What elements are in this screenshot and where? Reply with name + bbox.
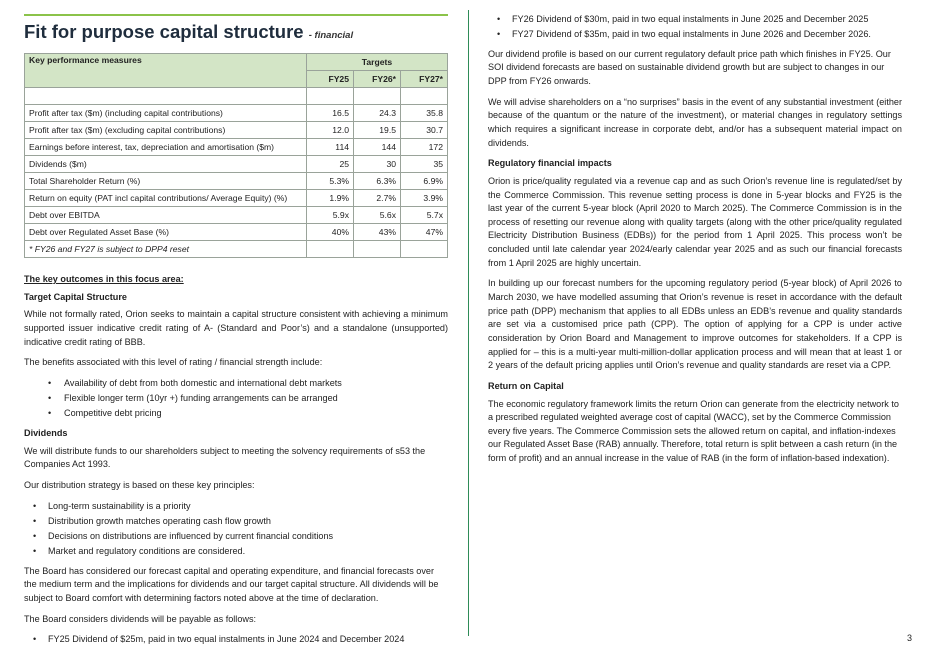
kpi-cell: 144 xyxy=(354,139,401,156)
title-rule xyxy=(24,14,448,16)
kpi-cell: 16.5 xyxy=(307,105,354,122)
outcomes-heading: The key outcomes in this focus area: xyxy=(24,274,184,285)
kpi-cell: 6.9% xyxy=(401,173,448,190)
kpi-footnote: * FY26 and FY27 is subject to DPP4 reset xyxy=(25,241,307,258)
table-row xyxy=(25,156,448,173)
tcs-paragraph: While not formally rated, Orion seeks to maintain a capital structure consistent with achieving a minimum supported issuer indicative credit rating of A- (Standard and Poor’s) and a standalone (unsupported) indicative credit rating of BBB. xyxy=(24,309,448,347)
list-item: • Decisions on distributions are influenced by current financial conditions xyxy=(24,530,448,544)
kpi-cell: 5.7x xyxy=(401,207,448,224)
kpi-row-label: Profit after tax ($m) (including capital contributions) xyxy=(25,105,307,122)
kpi-cell: 5.6x xyxy=(354,207,401,224)
dividends-paragraph: We will distribute funds to our shareholders subject to meeting the solvency requirements of s53 the Companies Act 1993. xyxy=(24,445,426,470)
list-item: • Long-term sustainability is a priority xyxy=(24,500,448,514)
list-item: • Competitive debt pricing xyxy=(24,407,448,421)
kpi-row-label: Debt over Regulated Asset Base (%) xyxy=(25,224,307,241)
kpi-cell: 19.5 xyxy=(354,122,401,139)
table-row xyxy=(25,105,448,122)
regulatory-heading: Regulatory financial impacts xyxy=(488,158,612,169)
kpi-cell: 5.9x xyxy=(307,207,354,224)
payments-list-right xyxy=(488,13,902,42)
kpi-cell: 47% xyxy=(401,224,448,241)
kpi-header-measure: Key performance measures xyxy=(25,54,307,88)
kpi-year-fy26: FY26* xyxy=(354,71,401,88)
tcs-heading: Target Capital Structure xyxy=(24,291,127,302)
kpi-cell: 5.3% xyxy=(307,173,354,190)
payments-list-left xyxy=(24,633,448,647)
column-divider xyxy=(468,10,469,636)
strategy-intro: Our distribution strategy is based on these key principles: xyxy=(24,479,255,490)
table-footnote-row xyxy=(25,241,448,258)
kpi-year-fy25: FY25 xyxy=(307,71,354,88)
kpi-table xyxy=(24,53,448,258)
table-row xyxy=(25,207,448,224)
left-column xyxy=(24,14,448,653)
list-item: • FY27 Dividend of $35m, paid in two equal instalments in June 2026 and December 2026. xyxy=(488,28,902,42)
table-row xyxy=(25,173,448,190)
benefits-list xyxy=(24,377,448,421)
table-row xyxy=(25,224,448,241)
forecast-paragraph: In building up our forecast numbers for the upcoming regulatory period (5-year block) of April 2026 to March 2030, we have modelled assuming that Orion’s revenue is reset in accordance with the default price path (DPP) mechanism that applies to all EDBs unless an EDB’s revenue and quality standards are set via a customised price path (CPP). The option of applying for a CPP is under active consideration by Orion Board and Management to improve outcomes for stakeholders. If a CPP is applied for – this is a multi-year multi-million-dollar application process and will mean that at least 1 or 2 years of the default pricing applies until Orion’s revenue and quality standards are reset via a CPP. xyxy=(488,278,902,371)
kpi-cell: 43% xyxy=(354,224,401,241)
list-item: • FY25 Dividend of $25m, paid in two equal instalments in June 2024 and December 2024 xyxy=(24,633,448,647)
kpi-row-label: Debt over EBITDA xyxy=(25,207,307,224)
benefits-intro: The benefits associated with this level of rating / financial strength include: xyxy=(24,357,323,368)
kpi-cell: 30 xyxy=(354,156,401,173)
kpi-cell: 24.3 xyxy=(354,105,401,122)
page-title xyxy=(24,21,448,43)
kpi-row-label: Profit after tax ($m) (excluding capital contributions) xyxy=(25,122,307,139)
list-item: • Distribution growth matches operating cash flow growth xyxy=(24,515,448,529)
dividends-heading: Dividends xyxy=(24,427,68,438)
kpi-cell: 12.0 xyxy=(307,122,354,139)
table-row xyxy=(25,190,448,207)
page-subtitle: - financial xyxy=(308,30,354,41)
principles-list xyxy=(24,500,448,559)
kpi-cell: 35.8 xyxy=(401,105,448,122)
kpi-year-fy27: FY27* xyxy=(401,71,448,88)
profile-paragraph: Our dividend profile is based on our current regulatory default price path which finishes in FY25. Our SOI dividend forecasts are based on sustainable dividend growth but are subject to changes in our DPP from FY26 onwards. xyxy=(488,48,891,87)
kpi-header-targets: Targets xyxy=(307,54,448,71)
kpi-cell: 30.7 xyxy=(401,122,448,139)
kpi-cell: 2.7% xyxy=(354,190,401,207)
advise-paragraph: We will advise shareholders on a “no surprises” basis in the event of any substantial investment (either because of the quantum or the nature of the investment), or material changes in regulatory settings which requires a significant increase in corporate debt, and/or has a subsequent material impact on dividends. xyxy=(488,96,902,148)
list-item: • Market and regulatory conditions are considered. xyxy=(24,545,448,559)
kpi-row-label: Dividends ($m) xyxy=(25,156,307,173)
kpi-cell: 35 xyxy=(401,156,448,173)
list-item: • Availability of debt from both domestic and international debt markets xyxy=(24,377,448,391)
kpi-cell: 6.3% xyxy=(354,173,401,190)
right-column xyxy=(488,13,902,473)
page-number: 3 xyxy=(906,632,912,643)
payable-intro: The Board considers dividends will be payable as follows: xyxy=(24,613,257,624)
kpi-row-label: Total Shareholder Return (%) xyxy=(25,173,307,190)
kpi-row-label: Return on equity (PAT incl capital contributions/ Average Equity) (%) xyxy=(25,190,307,207)
kpi-cell: 3.9% xyxy=(401,190,448,207)
kpi-cell: 1.9% xyxy=(307,190,354,207)
kpi-cell: 114 xyxy=(307,139,354,156)
roc-heading: Return on Capital xyxy=(488,380,564,391)
board-paragraph: The Board has considered our forecast capital and operating expenditure, and financial forecasts over the medium term and the implications for dividends and our target capital structure. All dividends will be subject to Board comfort with determining factors noted above at the time of declaration. xyxy=(24,565,439,603)
table-row xyxy=(25,139,448,156)
list-item: • FY26 Dividend of $30m, paid in two equal instalments in June 2025 and December 2025 xyxy=(488,13,902,27)
roc-paragraph: The economic regulatory framework limits the return Orion can generate from the electricity network to a prescribed regulated weighted average cost of capital (WACC), set by the Commerce Commission every five years. The Commerce Commission sets the allowed return on capital, and inflation-indexes our Regulated Asset Base (RAB) annually. Therefore, total return is split between a cash return (in the form of profit) and an annual increase in the value of RAB (in the form of inflation-based indexation). xyxy=(488,398,899,464)
page-title-text: Fit for purpose capital structure xyxy=(24,21,304,42)
kpi-spacer-row xyxy=(25,88,448,105)
list-item: • Flexible longer term (10yr +) funding arrangements can be arranged xyxy=(24,392,448,406)
kpi-cell: 40% xyxy=(307,224,354,241)
kpi-cell: 25 xyxy=(307,156,354,173)
kpi-cell: 172 xyxy=(401,139,448,156)
regulatory-paragraph: Orion is price/quality regulated via a revenue cap and as such Orion’s revenue line is regulated/set by the Commerce Commission. This revenue setting process is done in 5-year blocks and FY25 is the last year of the current 5-year block (April 2020 to March 2025). The Commerce Commission is in the process of resetting our revenue along with quality targets (along with the other price/quality regulated Electricity Distribution Business (EDBs)) for the period from 1 April 2025. This process won’t be concluded until late calendar year 2024/early calendar year 2025 and as such our financial forecasts from 1 April 2025 are highly uncertain. xyxy=(488,175,902,268)
table-row xyxy=(25,122,448,139)
kpi-row-label: Earnings before interest, tax, depreciation and amortisation ($m) xyxy=(25,139,307,156)
